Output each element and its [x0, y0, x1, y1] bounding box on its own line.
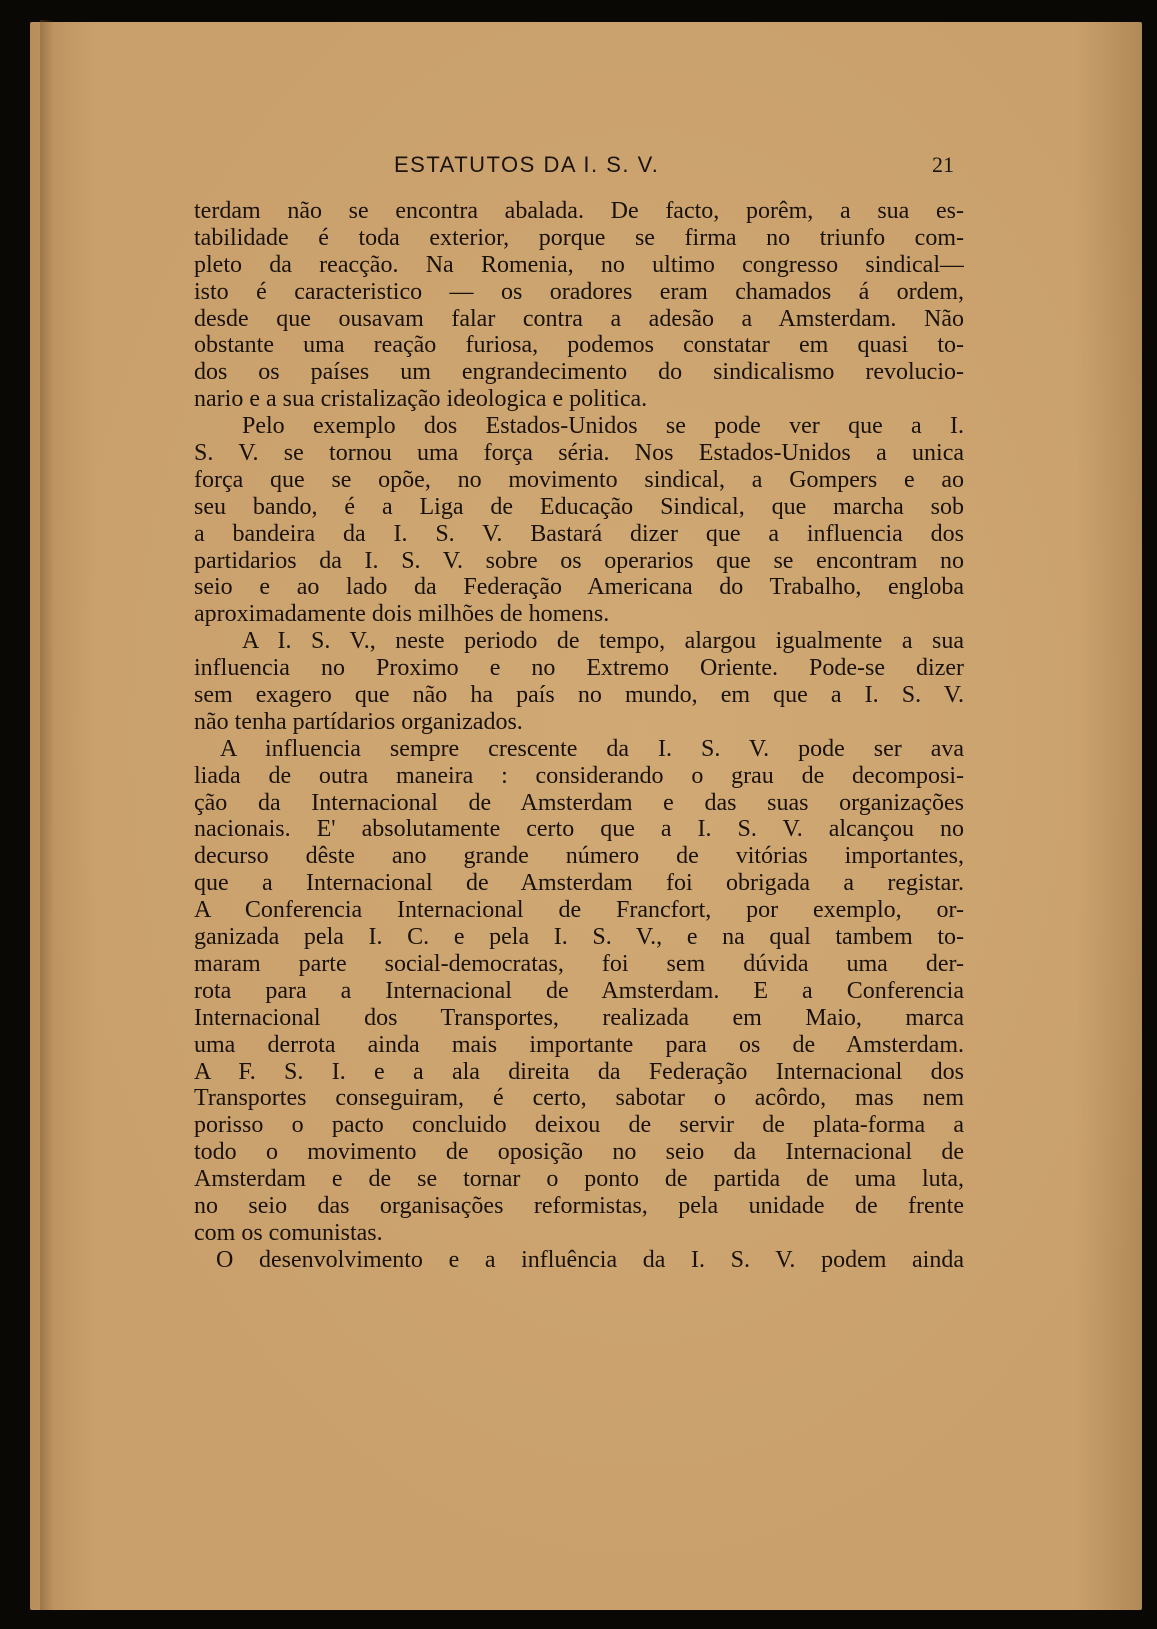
text-line: partidarios da I. S. V. sobre os operarios que se encontram no: [194, 547, 964, 574]
text-line: não tenha partídarios organizados.: [194, 708, 523, 735]
body-text: [194, 198, 964, 1274]
text-line: A F. S. I. e a ala direita da Federação Internacional dos: [194, 1058, 964, 1085]
running-header: [394, 152, 954, 186]
text-line: que a Internacional de Amsterdam foi obrigada a registar.: [194, 870, 964, 897]
text-line: uma derrota ainda mais importante para os de Amsterdam.: [194, 1031, 964, 1058]
text-line: com os comunistas.: [194, 1219, 383, 1246]
text-line: Internacional dos Transportes, realizada em Maio, marca: [194, 1004, 964, 1031]
text-line: desde que ousavam falar contra a adesão a Amsterdam. Não: [194, 305, 964, 332]
text-line: força que se opõe, no movimento sindical, a Gompers e ao: [194, 466, 964, 493]
page-number: 21: [932, 152, 954, 177]
text-line: tabilidade é toda exterior, porque se firma no triunfo com-: [194, 224, 964, 251]
text-line: isto é caracteristico — os oradores eram chamados á ordem,: [194, 278, 964, 305]
text-line: porisso o pacto concluido deixou de servir de plata-forma a: [194, 1112, 964, 1139]
text-line: no seio das organisações reformistas, pela unidade de frente: [194, 1192, 964, 1219]
text-line: A influencia sempre crescente da I. S. V. pode ser ava: [220, 735, 964, 762]
text-line: Pelo exemplo dos Estados-Unidos se pode ver que a I.: [242, 413, 964, 440]
text-line: O desenvolvimento e a influência da I. S. V. podem ainda: [216, 1246, 964, 1273]
text-line: terdam não se encontra abalada. De facto, porêm, a sua es-: [194, 198, 964, 224]
text-line: todo o movimento de oposição no seio da Internacional de: [194, 1139, 964, 1166]
text-line: seu bando, é a Liga de Educação Sindical, que marcha sob: [194, 493, 964, 520]
text-line: sem exagero que não ha país no mundo, em que a I. S. V.: [194, 682, 964, 709]
text-line: dos os países um engrandecimento do sindicalismo revolucio-: [194, 359, 964, 386]
text-line: nario e a sua cristalização ideologica e politica.: [194, 386, 648, 413]
text-line: aproximadamente dois milhões de homens.: [194, 601, 610, 628]
text-line: ganizada pela I. C. e pela I. S. V., e na qual tambem to-: [194, 924, 964, 951]
text-line: obstante uma reação furiosa, podemos constatar em quasi to-: [194, 332, 964, 359]
text-line: rota para a Internacional de Amsterdam. E a Conferencia: [194, 977, 964, 1004]
text-line: Transportes conseguiram, é certo, sabotar o acôrdo, mas nem: [194, 1085, 964, 1112]
page-gutter-shadow: [40, 20, 54, 1610]
text-line: Amsterdam e de se tornar o ponto de partida de uma luta,: [194, 1166, 964, 1193]
text-line: S. V. se tornou uma força séria. Nos Estados-Unidos a unica: [194, 440, 964, 467]
text-line: influencia no Proximo e no Extremo Oriente. Pode-se dizer: [194, 655, 964, 682]
text-line: seio e ao lado da Federação Americana do Trabalho, engloba: [194, 574, 964, 601]
text-line: nacionais. E' absolutamente certo que a I. S. V. alcançou no: [194, 816, 964, 843]
text-line: A Conferencia Internacional de Francfort, por exemplo, or-: [194, 897, 964, 924]
text-line: ção da Internacional de Amsterdam e das suas organizações: [194, 789, 964, 816]
text-line: a bandeira da I. S. V. Bastará dizer que a influencia dos: [194, 520, 964, 547]
text-line: maram parte social-democratas, foi sem dúvida uma der-: [194, 950, 964, 977]
text-line: liada de outra maneira : considerando o grau de decomposi-: [194, 762, 964, 789]
text-line: pleto da reacção. Na Romenia, no ultimo congresso sindical—: [194, 251, 964, 278]
text-line: decurso dêste ano grande número de vitórias importantes,: [194, 843, 964, 870]
running-title: ESTATUTOS DA I. S. V.: [394, 152, 660, 177]
text-line: A I. S. V., neste periodo de tempo, alargou igualmente a sua: [242, 628, 964, 655]
